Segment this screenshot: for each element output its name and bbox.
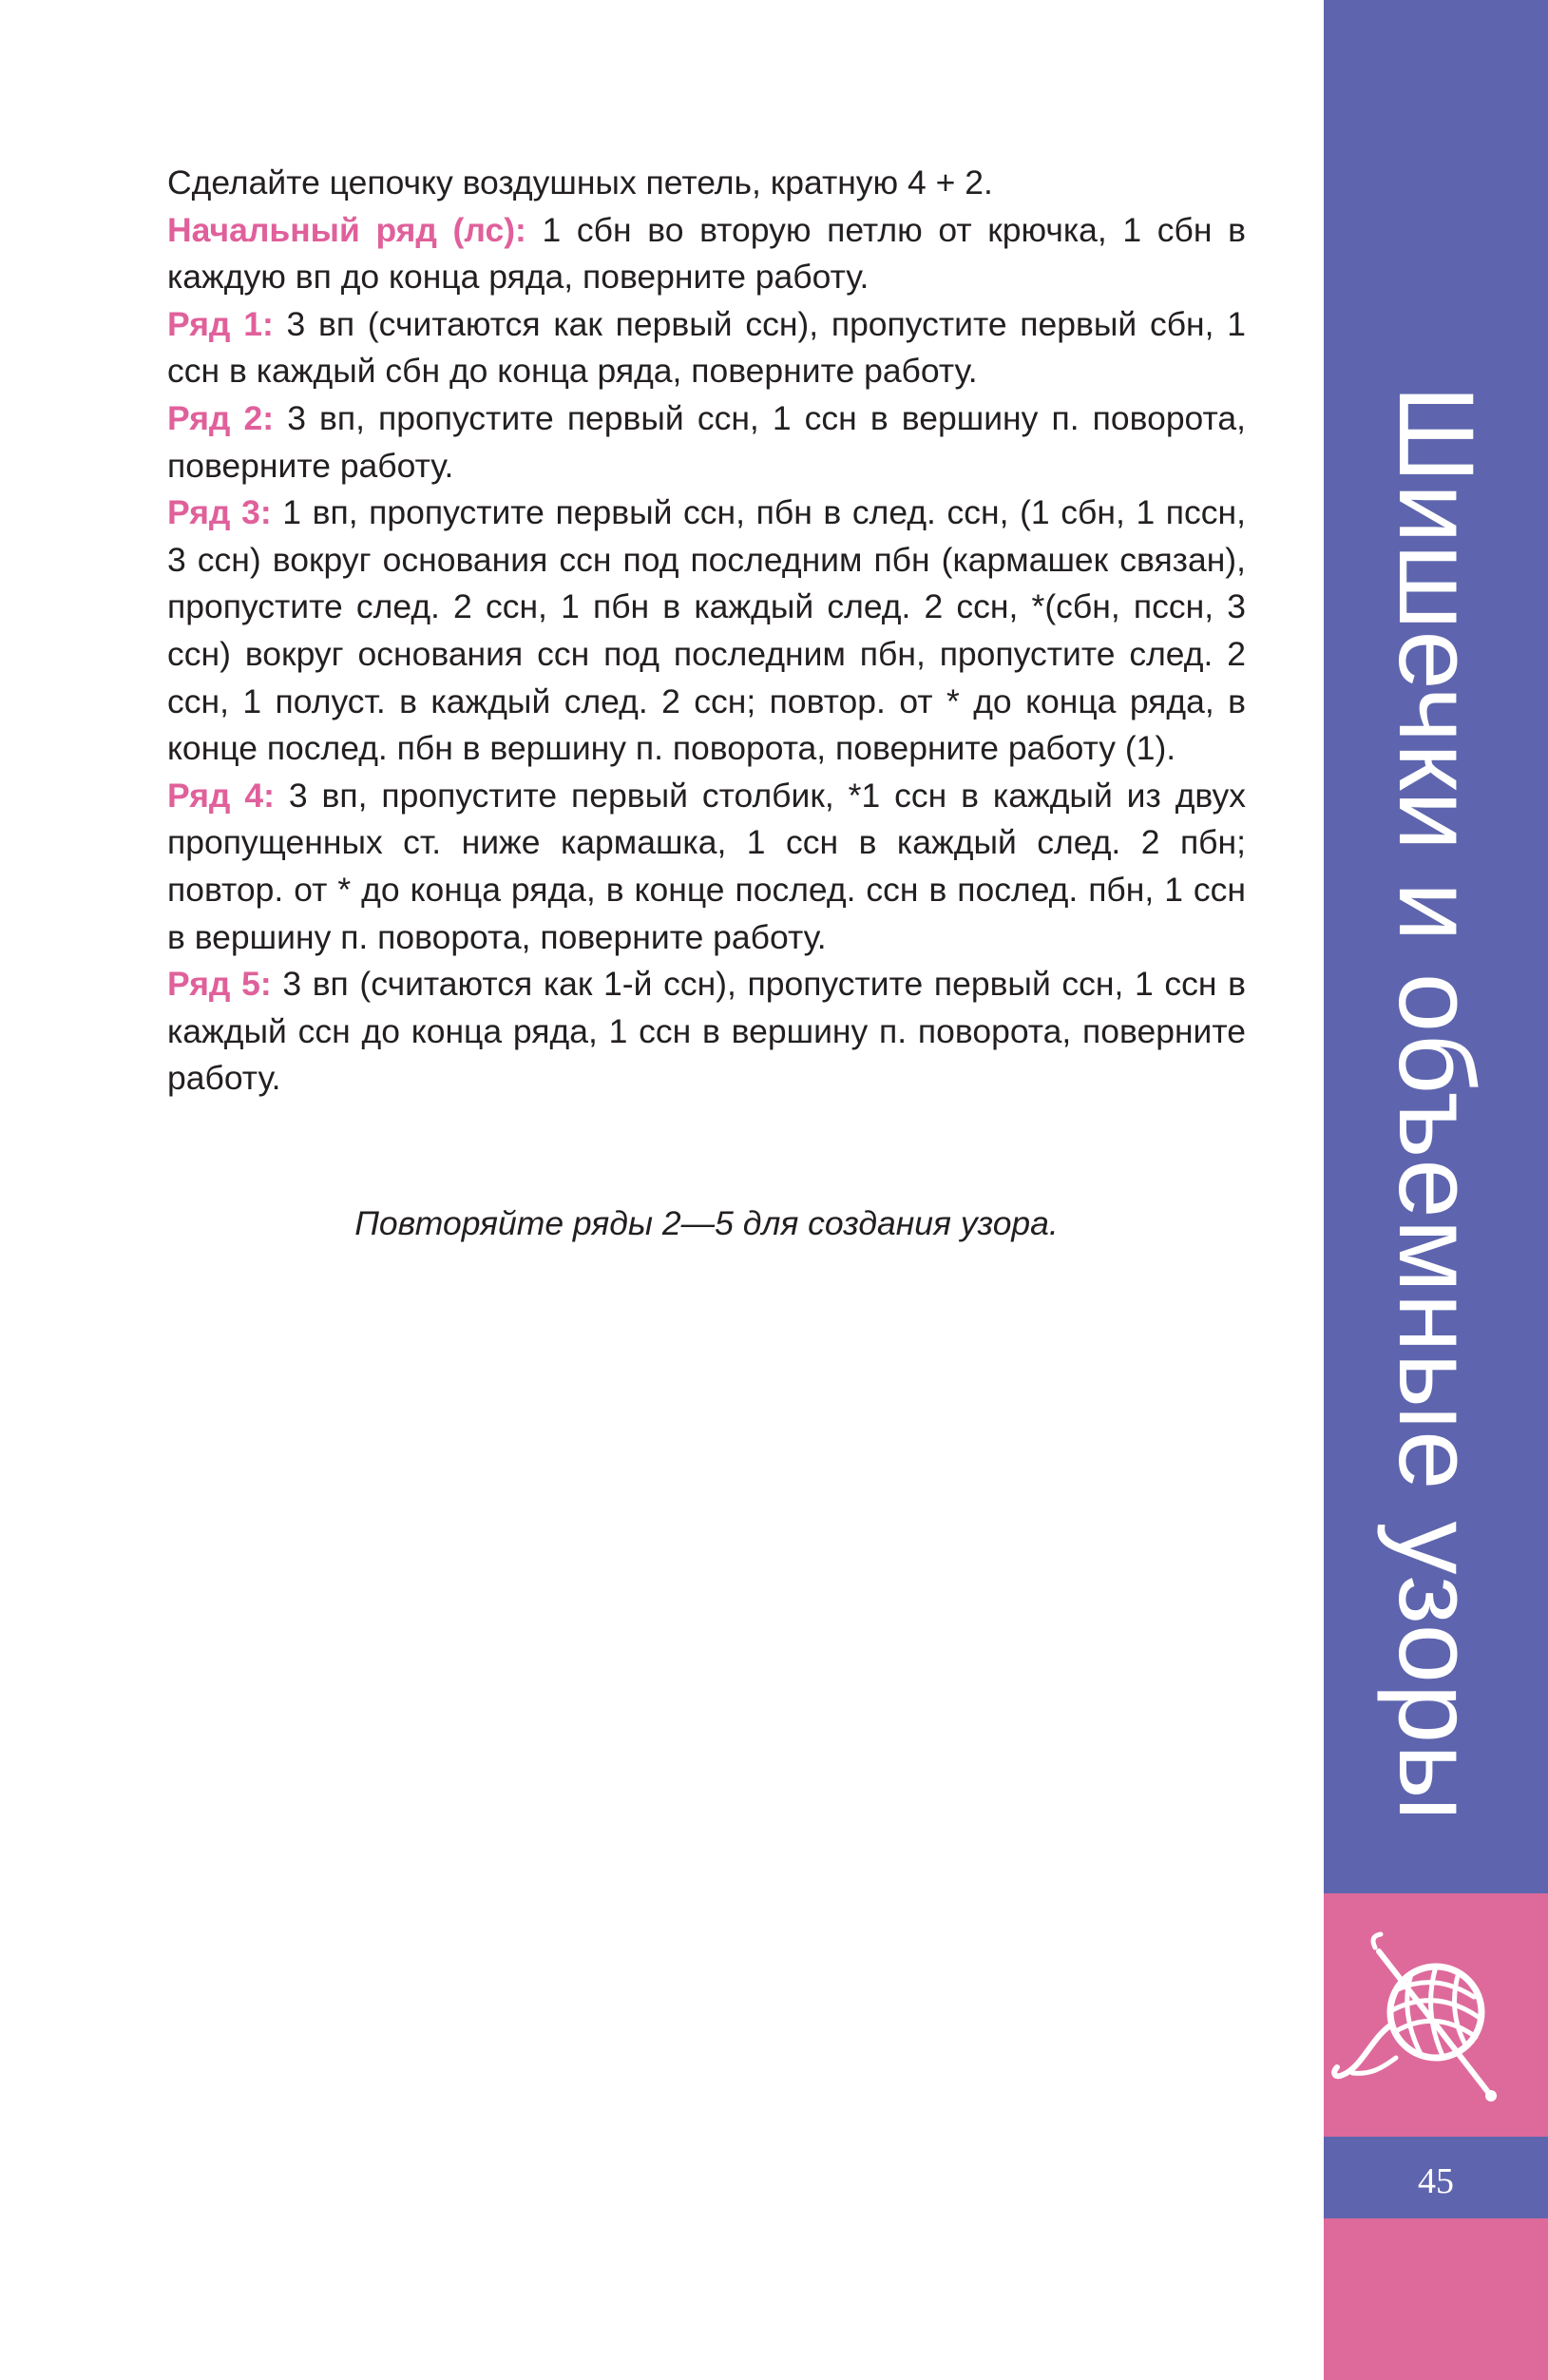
row-3: [167, 489, 1246, 773]
sidebar: [1324, 0, 1548, 2380]
instructions: [167, 160, 1246, 1103]
row-2: [167, 395, 1246, 489]
row-text: 3 вп, пропустите первый столбик, *1 ссн в каждый из двух пропущенных ст. ниже кармашка, 1 ссн в каждый след. 2 пбн; повтор. от * до конца ряда, в конце послед. ссн в послед. пбн, 1 ссн в вершину п. поворота, поверните работу.: [167, 776, 1247, 956]
row-text: 3 вп (считаются как первый ссн), пропустите первый сбн, 1 ссн в каждый сбн до конца ряда, поверните работу.: [167, 304, 1246, 391]
row-text: 1 вп, пропустите первый ссн, пбн в след. ссн, (1 сбн, 1 пссн, 3 ссн) вокруг основания ссн под последним пбн (кармашек связан), пропустите след. 2 ссн, 1 пбн в каждый след. 2 ссн, *(сбн, пссн, 3 ссн) вокруг основания ссн под последним пбн, пропустите след. 2 ссн, 1 полуст. в каждый след. 2 ссн; повтор. от * до конца ряда, в конце послед. пбн в вершину п. поворота, поверните работу (1).: [167, 493, 1246, 768]
row-label: Ряд 3:: [167, 493, 272, 532]
page-number: 45: [1418, 2161, 1454, 2201]
sidebar-bottom-band: [1324, 2218, 1548, 2380]
row-label: Ряд 1:: [167, 304, 274, 343]
repeat-note: Повторяйте ряды 2—5 для создания узора.: [354, 1204, 1059, 1242]
row-1: [167, 301, 1246, 395]
row-4: [167, 773, 1246, 961]
row-start: [167, 207, 1246, 301]
row-text: 1 сбн во вторую петлю от крючка, 1 сбн в каждую вп до конца ряда, поверните работу.: [167, 210, 1246, 297]
row-label: Ряд 5:: [167, 965, 272, 1004]
chapter-title: Шишечки и объемные узоры: [1377, 385, 1496, 1822]
yarn-ball-icon: [1324, 1906, 1548, 2124]
row-text: 3 вп, пропустите первый ссн, 1 ссн в вершину п. поворота, поверните работу.: [167, 398, 1246, 485]
row-text: 3 вп (считаются как 1-й ссн), пропустите первый ссн, 1 ссн в каждый ссн до конца ряда, 1 ссн в вершину п. поворота, поверните работу.: [167, 965, 1246, 1098]
row-5: [167, 961, 1246, 1103]
row-label: Ряд 4:: [167, 776, 275, 815]
row-label: Начальный ряд (лс):: [167, 210, 526, 249]
intro-text: Сделайте цепочку воздушных петель, кратную 4 + 2.: [167, 163, 993, 202]
row-label: Ряд 2:: [167, 398, 275, 437]
